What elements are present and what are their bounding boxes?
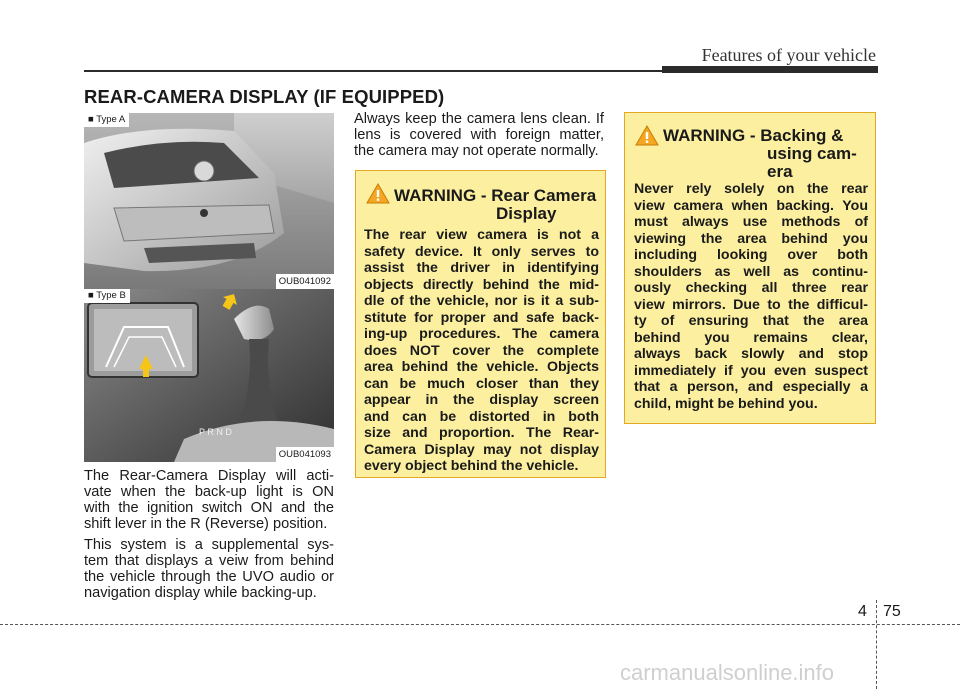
figure-type-b-code: OUB041093 [276,447,334,462]
text-line: every object behind the vehicle. [364,458,579,474]
text-line: view camera when backing. You [634,197,868,214]
gear-shift-illustration [84,289,334,462]
chapter-number: 4 [858,603,867,620]
text-line: ing-up procedures. The camera [364,326,599,342]
warning-title-cont: era [767,162,793,181]
text-line: navigation display while backing-up. [84,585,317,601]
rear-car-illustration [84,113,334,289]
text-line: the vehicle through the UVO audio or [84,569,334,585]
text-line: stitute for proper and safe back- [364,309,599,326]
page-title: REAR-CAMERA DISPLAY (IF EQUIPPED) [84,86,445,107]
warning-icon [635,125,659,146]
figure-type-a-code: OUB041092 [276,274,334,289]
text-line: area behind the vehicle. Objects [364,359,599,375]
text-line: lens is covered with foreign matter, [354,127,604,143]
text-line: Always keep the camera lens clean. If [354,111,604,127]
figure-type-a [84,113,334,289]
text-line: and can be distorted in both [364,408,599,425]
warning-title-cont: using cam- [767,144,857,163]
warning-title: WARNING - Backing & [663,126,844,145]
text-line: ty of ensuring that the area [634,313,868,329]
text-line: behind you remains clear, [634,329,868,346]
warning-text [634,181,868,412]
figure-type-a-label: ■ Type A [84,113,129,127]
text-line: child, might be behind you. [634,395,818,412]
text-line: assist the driver in identifying [364,260,599,276]
watermark: carmanualsonline.info [620,660,835,685]
text-line: size and proportion. The Rear- [364,425,599,441]
warning-icon [366,183,390,204]
header-rule [84,70,662,72]
text-line: dle of the vehicle, nor is it a sub- [364,293,599,309]
paragraph-activation [84,468,334,532]
text-line: with the ignition switch ON and the [84,500,334,516]
page-number-divider [876,600,877,689]
text-line: can be much closer than they [364,375,599,392]
running-header: Features of your vehicle [701,45,876,65]
warning-text [364,227,599,475]
text-line: objects directly behind the mid- [364,276,599,293]
text-line: does NOT cover the complete [364,342,599,359]
text-line: must always use methods of [634,214,868,230]
warning-title: WARNING - Rear Camera [394,186,597,205]
text-line: The rear view camera is not a [364,227,599,243]
svg-text:P R N D: P R N D [199,427,232,437]
text-line: immediately if you even suspect [634,362,868,379]
text-line: appear in the display screen [364,392,599,408]
text-line: vate when the back-up light is ON [84,484,334,500]
text-line: The Rear-Camera Display will acti- [84,468,334,484]
text-line: tem that displays a veiw from behind [84,553,334,569]
warning-rear-camera [355,170,606,478]
paragraph-supplemental [84,537,334,601]
text-line: shoulders as well as continu- [634,263,868,280]
text-line: Camera Display may not display [364,441,599,458]
figure-type-b-label: ■ Type B [84,289,130,303]
text-line: viewing the area behind you [634,230,868,247]
warning-title-cont: Display [496,204,557,223]
footer-rule [0,624,960,625]
text-line: that a person, and especially a [634,379,868,395]
text-line: the camera may not operate normally. [354,143,599,159]
text-line: view mirrors. Due to the difficul- [634,296,868,313]
text-line: including looking over both [634,247,868,263]
text-line: shift lever in the R (Reverse) position. [84,516,328,532]
text-line: always back slowly and stop [634,346,868,362]
text-line: safety device. It only serves to [364,243,599,260]
paragraph-lens-clean [354,111,604,159]
text-line: ously checking all three rear [634,280,868,296]
text-line: This system is a supplemental sys- [84,537,334,553]
text-line: Never rely solely on the rear [634,181,868,197]
warning-backing [624,112,876,424]
page-number: 75 [883,603,901,620]
figure-type-b [84,289,334,462]
header-bar [662,66,878,73]
